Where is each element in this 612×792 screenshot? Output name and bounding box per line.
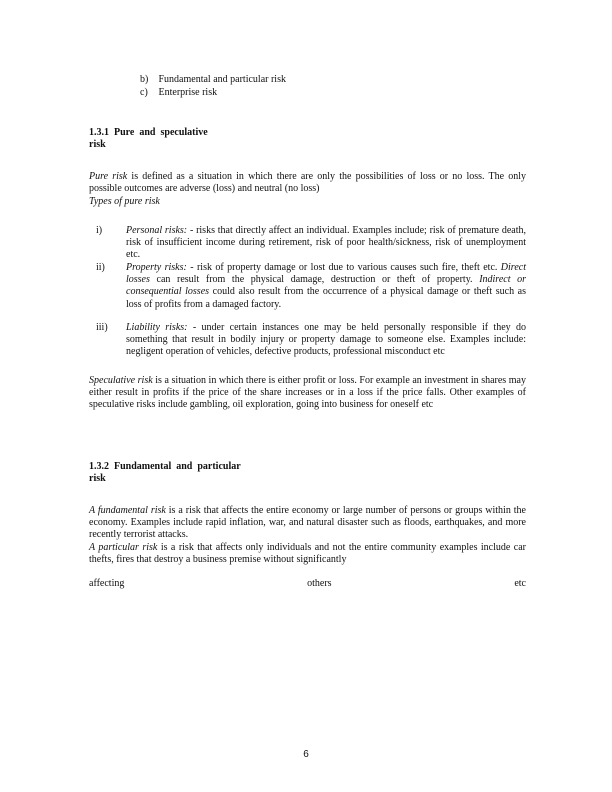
heading-line: 1.3.1 Pure and speculative (89, 127, 208, 138)
page-number: 6 (303, 749, 309, 760)
heading-line: 1.3.2 Fundamental and particular (89, 461, 241, 472)
item-text: - risks that directly affect an individual. Examples include; risk of premature death, risk of insufficient income during retirement, risk of poor health/sickness, risk of unemployment etc. (126, 225, 526, 261)
term: Personal risks: (126, 225, 188, 236)
definition: is a situation in which there is either profit or loss. For example an investment in shares may either result in profits if the price of the share increases or in a loss if the price falls. Other examples of speculative risks include gambling, oil exploration, going into business for oneself etc (89, 375, 526, 411)
definition: is a risk that affects only individuals and not the entire community examples include car thefts, fires that destroy a business premise without significantly (89, 542, 526, 566)
list-marker: i) (96, 225, 103, 236)
term: A fundamental risk (89, 505, 166, 516)
term: Indirect or consequential losses (126, 274, 526, 298)
term: Speculative risk (89, 375, 153, 386)
list-marker: iii) (96, 322, 108, 333)
list-marker: b) (140, 74, 149, 85)
term: Pure risk (89, 171, 128, 182)
item-text: - risk of property damage or lost due to various causes such fire, theft etc. (186, 262, 501, 273)
fundamental-risk-paragraph (89, 505, 526, 542)
particular-risk-paragraph (89, 542, 526, 566)
list-text: Fundamental and particular risk (158, 74, 286, 85)
definition: is a risk that affects the entire economy or large number of persons or groups within the economy. Examples include rapid inflation, war, and natural disaster such as floods, earthquakes, and more recently terrorist attacks. (89, 505, 526, 541)
types-heading: Types of pure risk (89, 196, 160, 207)
list-text: Enterprise risk (158, 87, 218, 98)
word: others (307, 578, 332, 589)
term: Liability risks: (126, 322, 188, 333)
item-text: - under certain instances one may be held personally responsible if they do something that result in bodily injury or property damage to someone else. Examples include: negligent operation of vehicles, defective products, professional misconduct etc (126, 322, 526, 358)
item-text: could also result from the occurrence of a physical damage or theft such as loss of profits from a damaged factory. (126, 286, 526, 310)
heading-line: risk (89, 139, 106, 151)
speculative-risk-paragraph (89, 375, 526, 412)
item-text: can result from the physical damage, destruction or theft of property. (149, 274, 480, 286)
heading-line: risk (89, 473, 106, 485)
word: affecting (89, 578, 125, 589)
list-item (126, 262, 526, 311)
list-item (140, 87, 400, 100)
term: Property risks: (126, 262, 187, 273)
list-marker: ii) (96, 262, 105, 273)
term: Direct losses (126, 262, 526, 286)
list-item (126, 225, 526, 262)
term: A particular risk (89, 542, 158, 553)
list-item (126, 322, 526, 359)
particular-risk-last-line (89, 578, 526, 590)
pure-risk-paragraph (89, 171, 526, 195)
intro-list (140, 74, 400, 100)
list-marker: c) (140, 87, 148, 98)
word: etc (514, 578, 526, 589)
list-item (140, 74, 400, 87)
section-heading-1-3-2 (89, 461, 389, 485)
definition: is defined as a situation in which there are only the possibilities of loss or no loss. The only possible outcomes are adverse (loss) and neutral (no loss) (89, 171, 526, 195)
section-heading-1-3-1 (89, 127, 389, 151)
